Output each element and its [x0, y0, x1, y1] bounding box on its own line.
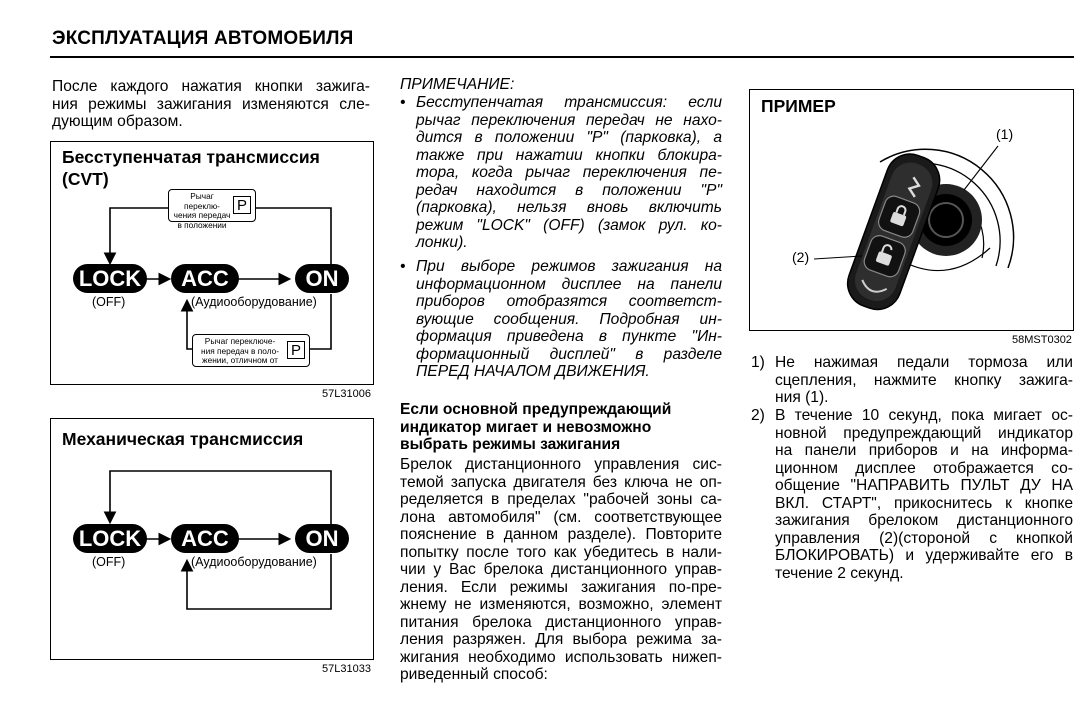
cvt-condition-bottom	[192, 334, 310, 367]
step-line: новной предупреждающий индикатор	[775, 424, 1073, 442]
cvt-figure-code: 57L31006	[322, 388, 371, 400]
on-state-pill: ON	[295, 264, 349, 293]
note-line: формация приведена в пункте "Ин-	[416, 328, 722, 345]
step-line: сцепления, нажмите кнопку зажига-	[775, 371, 1073, 389]
warning-heading-line: Если основной предупреждающий	[400, 401, 672, 418]
note-line: лонки).	[416, 234, 468, 251]
p-position-icon: P	[233, 196, 251, 214]
step-line: БЛОКИРОВАТЬ) и удерживайте его в	[775, 547, 1073, 564]
acc-state-pill: ACC	[171, 264, 239, 293]
on-state-pill: ON	[295, 524, 349, 553]
example-figure-code: 58MST0302	[1012, 334, 1072, 346]
warning-line: жигания необходимо использовать нижеп-	[400, 648, 722, 666]
callout-2: (2)	[792, 249, 810, 265]
note-bullet: •	[400, 258, 406, 275]
intro-line: После каждого нажатия кнопки зажига-	[52, 78, 370, 95]
note-line: приборов отобразятся соответст-	[416, 293, 722, 310]
step-line: В течение 10 секунд, пока мигает ос-	[775, 407, 1073, 424]
note-line: формационный дисплей" в разделе	[416, 345, 722, 363]
callout-1: (1)	[996, 126, 1014, 142]
step-line: общение "НАПРАВИТЬ ПУЛЬТ ДУ НА	[775, 477, 1073, 494]
cond-line: чения передач	[173, 210, 231, 220]
note-bullet: •	[400, 94, 406, 111]
warning-line: Брелок дистанционного управления сис-	[400, 456, 722, 473]
cond-line: ния передач в поло-	[200, 345, 280, 356]
note-line: Бесступенчатая трансмиссия: если	[416, 94, 722, 111]
cond-line: Рычаг переключе-	[204, 336, 276, 346]
cvt-condition-top	[168, 189, 256, 230]
cond-line: в положении	[177, 219, 227, 230]
mt-figure-code: 57L31033	[322, 663, 371, 675]
cvt-title-line: (CVT)	[62, 169, 109, 189]
step-line: управления (2)(стороной с кнопкой	[775, 529, 1073, 547]
warning-line: пояснение в данном разделе). Повторите	[400, 526, 722, 543]
lock-state-pill: LOCK	[73, 264, 147, 293]
intro-line: ния режимы зажигания изменяются сле-	[52, 95, 370, 113]
warning-line: ределяется в пределах "рабочей зоны са-	[400, 491, 722, 508]
step-number: 2)	[751, 407, 765, 424]
intro-paragraph	[52, 78, 370, 131]
step-1	[775, 354, 1073, 407]
warning-heading-line: выбрать режимы зажигания	[400, 436, 621, 453]
example-figure-box	[749, 89, 1074, 331]
note-line: дится в положении "P" (парковка), а	[416, 129, 722, 146]
warning-line: попытку после того как убедитесь в нали-	[400, 543, 722, 561]
step-number: 1)	[751, 354, 765, 371]
warning-body	[400, 456, 722, 684]
key-fob-illustration	[750, 90, 1073, 330]
cond-line: жении, отличном от	[202, 355, 278, 365]
note-line: (парковка), нельзя вновь включить	[416, 199, 722, 216]
step-line: ционном дисплее отображается со-	[775, 459, 1073, 477]
mt-box-title: Механическая трансмиссия	[62, 429, 304, 449]
warning-line: лона автомобиля" (см. соответствующее	[400, 508, 722, 526]
note-line: При выборе режимов зажигания на	[416, 258, 722, 275]
cvt-title-line: Бесступенчатая трансмиссия	[62, 147, 320, 167]
note-line: информационном дисплее на панели	[416, 275, 722, 293]
note-line: вующие сообщения. Подробная ин-	[416, 310, 722, 328]
note-line: рычаг переключения передач не нахо-	[416, 111, 722, 129]
step-2	[775, 407, 1073, 582]
p-position-icon: P	[287, 341, 305, 359]
step-line: ВКЛ. СТАРТ", прикоснитесь к кнопке	[775, 494, 1073, 512]
note-line: ПЕРЕД НАЧАЛОМ ДВИЖЕНИЯ.	[416, 363, 650, 380]
mt-diagram-box	[50, 418, 374, 660]
step-line: на панели приборов и на информа-	[775, 442, 1073, 459]
lock-state-pill: LOCK	[73, 524, 147, 553]
note-heading: ПРИМЕЧАНИЕ:	[400, 76, 515, 93]
cond-line: Рычаг переклю-	[184, 191, 220, 211]
note-line: тора, когда рычаг переключения пе-	[416, 164, 722, 181]
note-line: режим "LOCK" (OFF) (замок рул. ко-	[416, 216, 722, 234]
step-line: течение 2 секунд.	[775, 564, 904, 582]
acc-sub-label: (Аудиооборудование)	[191, 295, 317, 309]
warning-line: ления. Если режимы зажигания по-пре-	[400, 578, 722, 596]
warning-line: жнему не изменяются, возможно, элемент	[400, 596, 722, 613]
warning-line: чии у Вас брелока дистанционного управ-	[400, 561, 722, 578]
note-item-2	[416, 258, 722, 381]
header-rule	[50, 56, 1074, 58]
step-line: ния (1).	[775, 389, 829, 406]
cvt-diagram-box	[50, 141, 374, 385]
warning-line: темой запуска двигателя без ключа не оп-	[400, 473, 722, 491]
warning-line: риведенный способ:	[400, 666, 548, 683]
example-title: ПРИМЕР	[761, 96, 836, 116]
acc-state-pill: ACC	[171, 524, 239, 553]
lock-sub-label: (OFF)	[92, 295, 126, 309]
warning-heading	[400, 401, 671, 454]
note-line: редач находится в положении "P"	[416, 181, 722, 199]
warning-line: питания брелока дистанционного управ-	[400, 613, 722, 631]
warning-heading-line: индикатор мигает и невозможно	[400, 418, 652, 436]
step-line: Не нажимая педали тормоза или	[775, 354, 1073, 371]
note-item-1	[416, 94, 722, 252]
acc-sub-label: (Аудиооборудование)	[191, 555, 317, 569]
lock-sub-label: (OFF)	[92, 555, 126, 569]
warning-line: ления разряжен. Для выбора режима за-	[400, 631, 722, 648]
page-title: ЭКСПЛУАТАЦИЯ АВТОМОБИЛЯ	[52, 28, 354, 49]
note-line: также при нажатии кнопки блокира-	[416, 146, 722, 164]
step-line: зажигания брелоком дистанционного	[775, 512, 1073, 529]
intro-line: дующим образом.	[52, 113, 183, 130]
